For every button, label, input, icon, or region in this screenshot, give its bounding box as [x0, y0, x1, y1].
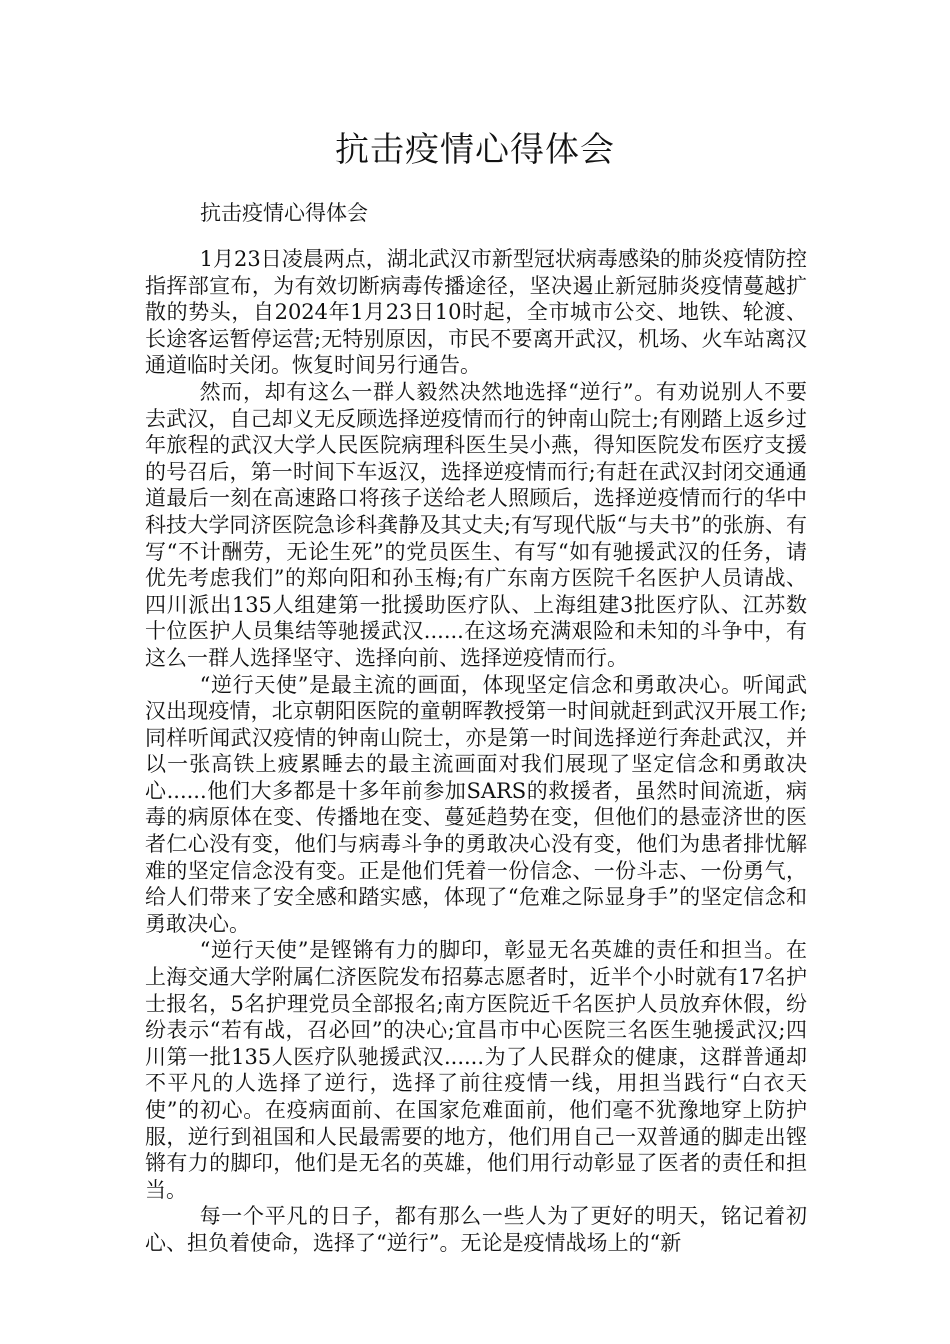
paragraph-1: 1月23日凌晨两点，湖北武汉市新型冠状病毒感染的肺炎疫情防控指挥部宣布，为有效切断病毒传播途径，坚决遏止新冠肺炎疫情蔓越扩散的势头，自2024年1月23日10时起，全市城市公交、地铁、轮渡、长途客运暂停运营;无特别原因，市民不要离开武汉，机场、火车站离汉通道临时关闭。恢复时间另行通告。: [145, 247, 807, 378]
paragraph-5: 每一个平凡的日子，都有那么一些人为了更好的明天，铭记着初心、担负着使命，选择了“逆行”。无论是疫情战场上的“新: [145, 1204, 807, 1255]
paragraph-3: “逆行天使”是最主流的画面，体现坚定信念和勇敢决心。听闻武汉出现疫情，北京朝阳医院的童朝晖教授第一时间就赶到武汉开展工作;同样听闻武汉疫情的钟南山院士，亦是第一时间选择逆行奔赴武汉，并以一张高铁上疲累睡去的最主流画面对我们展现了坚定信念和勇敢决心......他们大多都是十多年前参加SARS的救援者，虽然时间流逝，病毒的病原体在变、传播地在变、蔓延趋势在变，但他们的悬壶济世的医者仁心没有变，他们与病毒斗争的勇敢决心没有变，他们为患者排忧解难的坚定信念没有变。正是他们凭着一份信念、一份斗志、一份勇气，给人们带来了安全感和踏实感，体现了“危难之际显身手”的坚定信念和勇敢决心。: [145, 672, 807, 936]
paragraph-2: 然而，却有这么一群人毅然决然地选择“逆行”。有劝说别人不要去武汉，自己却义无反顾选择逆疫情而行的钟南山院士;有刚踏上返乡过年旅程的武汉大学人民医院病理科医生吴小燕，得知医院发布医疗支援的号召后，第一时间下车返汉，选择逆疫情而行;有赶在武汉封闭交通通道最后一刻在高速路口将孩子送给老人照顾后，选择逆疫情而行的华中科技大学同济医院急诊科龚静及其丈夫;有写现代版“与夫书”的张旃、有写“不计酬劳，无论生死”的党员医生、有写“如有驰援武汉的任务，请优先考虑我们”的郑向阳和孙玉梅;有广东南方医院千名医护人员请战、四川派出135人组建第一批援助医疗队、上海组建3批医疗队、江苏数十位医护人员集结等驰援武汉......在这场充满艰险和未知的斗争中，有这么一群人选择坚守、选择向前、选择逆疫情而行。: [145, 379, 807, 670]
paragraph-4: “逆行天使”是铿锵有力的脚印，彰显无名英雄的责任和担当。在上海交通大学附属仁济医院发布招募志愿者时，近半个小时就有17名护士报名，5名护理党员全部报名;南方医院近千名医护人员放弃休假，纷纷表示“若有战，召必回”的决心;宜昌市中心医院三名医生驰援武汉;四川第一批135人医疗队驰援武汉......为了人民群众的健康，这群普通却不平凡的人选择了逆行，选择了前往疫情一线，用担当践行“白衣天使”的初心。在疫病面前、在国家危难面前，他们毫不犹豫地穿上防护服，逆行到祖国和人民最需要的地方，他们用自己一双普通的脚走出铿锵有力的脚印，他们是无名的英雄，他们用行动彰显了医者的责任和担当。: [145, 938, 807, 1202]
document-body: [145, 246, 807, 1257]
document-title: 抗击疫情心得体会: [335, 130, 615, 170]
document-subtitle: 抗击疫情心得体会: [200, 201, 368, 225]
